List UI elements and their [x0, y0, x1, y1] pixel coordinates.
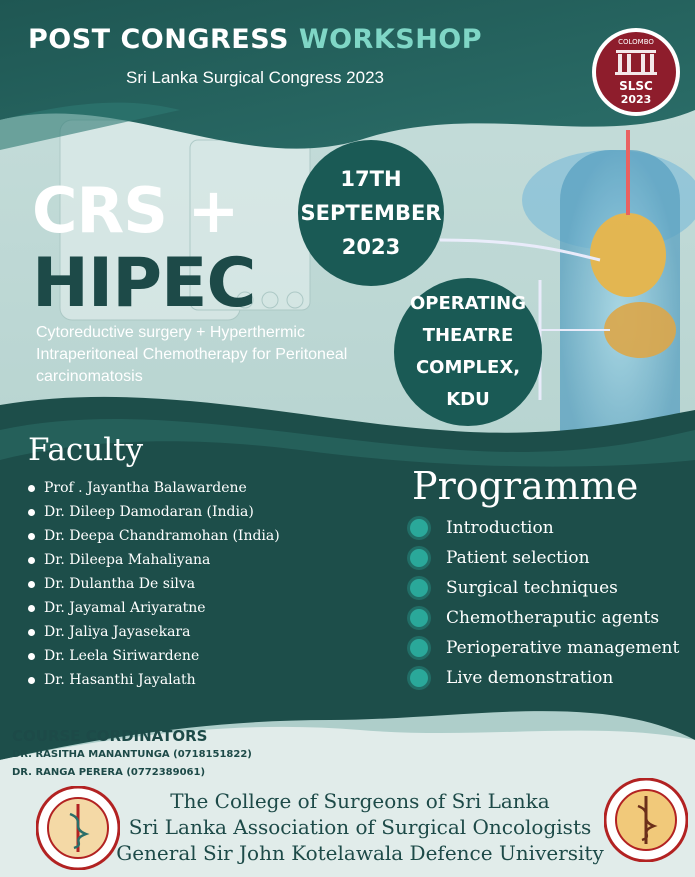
date-year: 2023	[341, 235, 401, 259]
circle-bullet-icon	[410, 519, 428, 537]
hero-description: Cytoreductive surgery + Hyperthermic Intraperitoneal Chemotherapy for Peritoneal carcinomatosis	[36, 324, 348, 385]
circle-bullet-icon	[410, 609, 428, 627]
date-circle	[298, 140, 444, 286]
venue-line2: THEATRE	[422, 325, 514, 346]
badge-top-text: COLOMBO	[618, 38, 654, 46]
congress-subtitle: Sri Lanka Surgical Congress 2023	[126, 68, 384, 87]
venue-line1: OPERATING	[410, 293, 526, 314]
venue-line3: COMPLEX, KDU	[415, 357, 521, 410]
faculty-member: Prof . Jayantha Balawardene	[28, 476, 280, 500]
circle-bullet-icon	[410, 639, 428, 657]
faculty-member: Dr. Leela Siriwardene	[28, 644, 280, 668]
title-part2: WORKSHOP	[298, 24, 483, 55]
badge-line2: 2023	[620, 93, 652, 106]
programme-item: Surgical techniques	[410, 573, 679, 603]
bullet-icon	[28, 581, 35, 588]
faculty-heading: Faculty	[28, 432, 144, 468]
programme-item: Patient selection	[410, 543, 679, 573]
circle-bullet-icon	[410, 579, 428, 597]
coordinators-heading: COURSE CORDINATORS	[12, 727, 208, 745]
coordinator-1: DR. RASITHA MANANTUNGA (0718151822)	[12, 749, 252, 760]
workshop-title	[0, 24, 510, 55]
coordinator-2: DR. RANGA PERERA (0772389061)	[12, 767, 206, 778]
faculty-member: Dr. Dileepa Mahaliyana	[28, 548, 280, 572]
circle-bullet-icon	[410, 669, 428, 687]
hero-line1: CRS +	[32, 174, 239, 247]
faculty-member: Dr. Dileep Damodaran (India)	[28, 500, 280, 524]
bullet-icon	[28, 485, 35, 492]
programme-heading: Programme	[412, 464, 639, 508]
programme-item: Live demonstration	[410, 663, 679, 693]
faculty-member: Dr. Dulantha De silva	[28, 572, 280, 596]
faculty-member: Dr. Jaliya Jayasekara	[28, 620, 280, 644]
circle-bullet-icon	[410, 549, 428, 567]
bullet-icon	[28, 677, 35, 684]
bullet-icon	[28, 653, 35, 660]
title-part1: POST CONGRESS	[27, 24, 289, 55]
bullet-icon	[28, 509, 35, 516]
programme-item: Chemotheraputic agents	[410, 603, 679, 633]
organizer-line-3: General Sir John Kotelawala Defence University	[116, 841, 604, 865]
faculty-member: Dr. Hasanthi Jayalath	[28, 668, 280, 692]
organizer-line-2: Sri Lanka Association of Surgical Oncologists	[128, 815, 592, 839]
hero-line2: HIPEC	[32, 244, 256, 323]
bullet-icon	[28, 533, 35, 540]
programme-item: Perioperative management	[410, 633, 679, 663]
programme-item: Introduction	[410, 513, 679, 543]
bullet-icon	[28, 629, 35, 636]
faculty-list	[28, 476, 280, 692]
badge-line1: SLSC	[619, 79, 653, 93]
date-day: 17TH	[340, 167, 402, 191]
slsc-badge-logo	[591, 22, 681, 122]
organizer-line-1: The College of Surgeons of Sri Lanka	[170, 789, 550, 813]
faculty-member: Dr. Jayamal Ariyaratne	[28, 596, 280, 620]
bullet-icon	[28, 557, 35, 564]
bullet-icon	[28, 605, 35, 612]
venue-circle	[394, 278, 542, 426]
programme-list	[410, 513, 679, 693]
date-month: SEPTEMBER	[300, 201, 442, 225]
faculty-member: Dr. Deepa Chandramohan (India)	[28, 524, 280, 548]
